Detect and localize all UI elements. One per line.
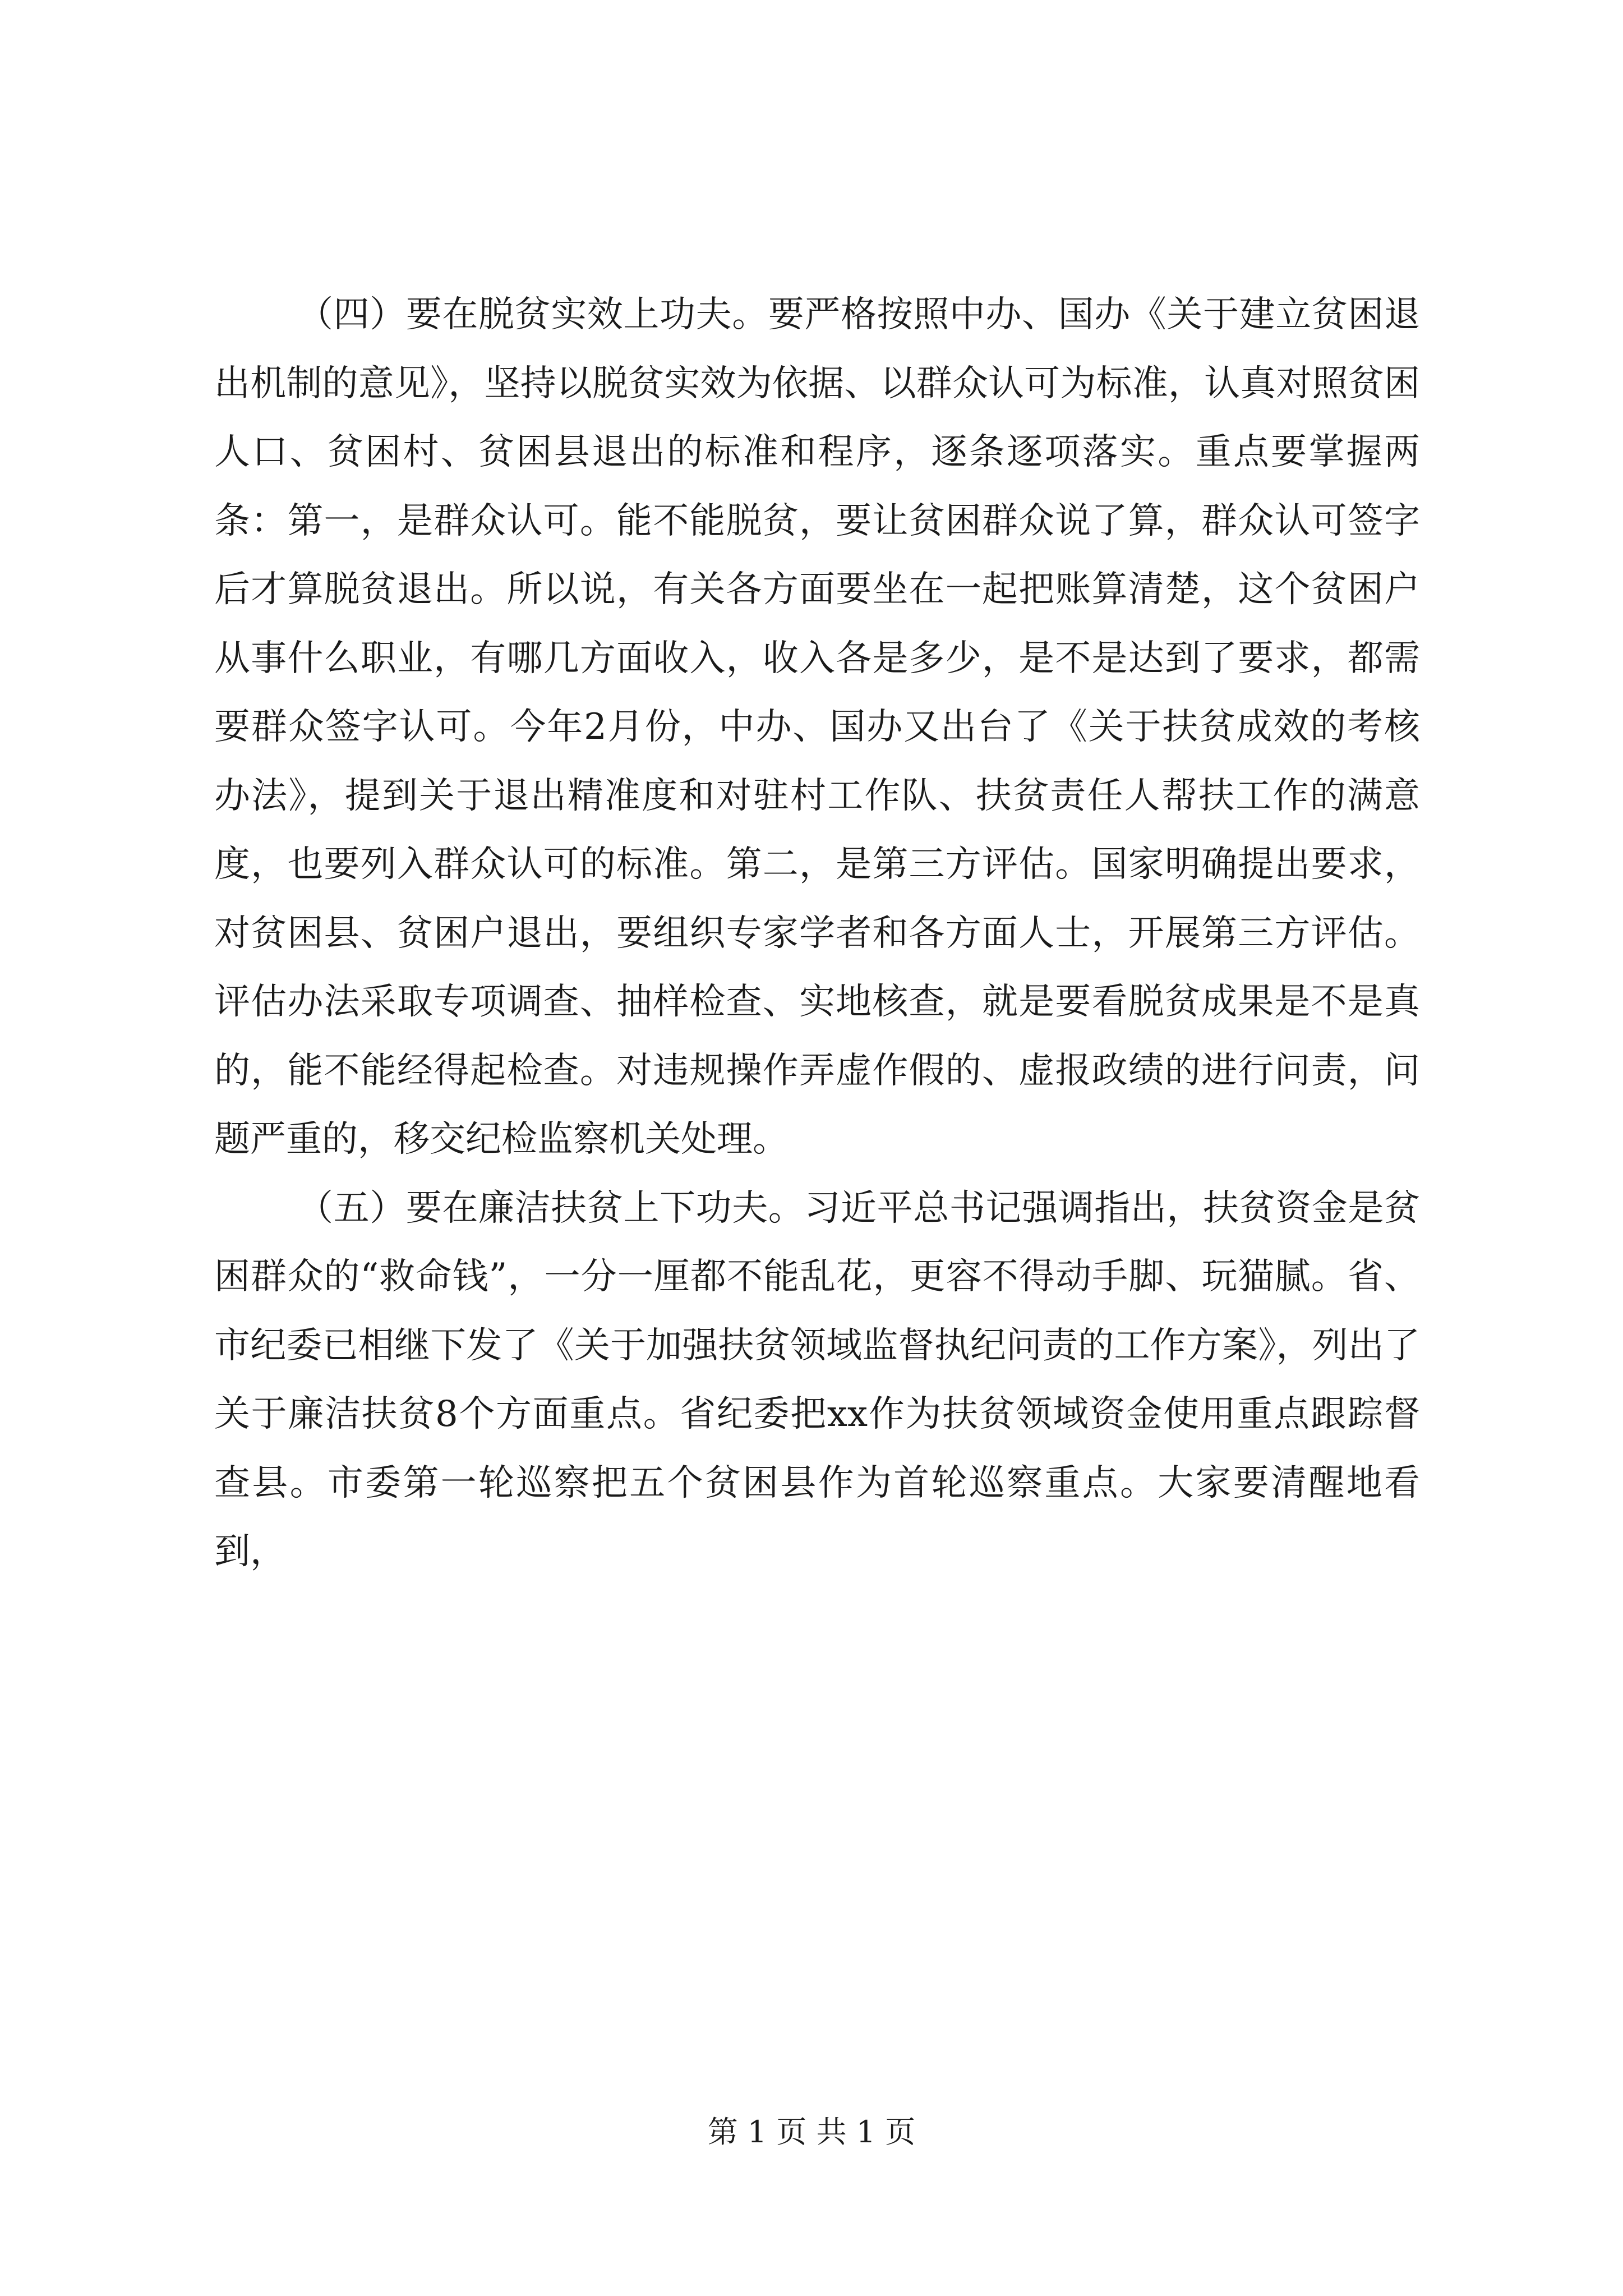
- paragraph-four: （四）要在脱贫实效上功夫。要严格按照中办、国办《关于建立贫困退出机制的意见》，坚持以脱贫实效为依据、以群众认可为标准，认真对照贫困人口、贫困村、贫困县退出的标准和程序，逐条逐项落实。重点要掌握两条：第一，是群众认可。能不能脱贫，要让贫困群众说了算，群众认可签字后才算脱贫退出。所以说，有关各方面要坐在一起把账算清楚，这个贫困户从事什么职业，有哪几方面收入，收入各是多少，是不是达到了要求，都需要群众签字认可。今年2月份，中办、国办又出台了《关于扶贫成效的考核办法》，提到关于退出精准度和对驻村工作队、扶贫责任人帮扶工作的满意度，也要列入群众认可的标准。第二，是第三方评估。国家明确提出要求，对贫困县、贫困户退出，要组织专家学者和各方面人士，开展第三方评估。评估办法采取专项调查、抽样检查、实地核查，就是要看脱贫成果是不是真的，能不能经得起检查。对违规操作弄虚作假的、虚报政绩的进行问责，问题严重的，移交纪检监察机关处理。: [214, 294, 1420, 1160]
- paragraph-five: （五）要在廉洁扶贫上下功夫。习近平总书记强调指出，扶贫资金是贫困群众的“救命钱”，一分一厘都不能乱花，更容不得动手脚、玩猫腻。省、市纪委已相继下发了《关于加强扶贫领域监督执纪问责的工作方案》，列出了关于廉洁扶贫8个方面重点。省纪委把xx作为扶贫领域资金使用重点跟踪督查县。市委第一轮巡察把五个贫困县作为首轮巡察重点。大家要清醒地看到，: [214, 1187, 1420, 1572]
- page-footer: 第 1 页 共 1 页: [707, 2114, 916, 2150]
- document-body: [214, 280, 1420, 1586]
